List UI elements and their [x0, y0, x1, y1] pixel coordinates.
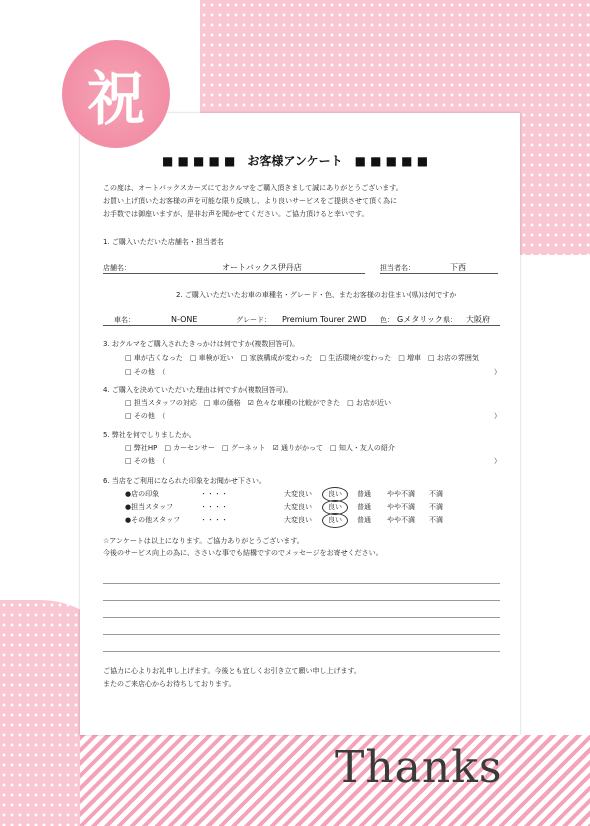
- rating-option[interactable]: 普通: [357, 516, 371, 524]
- rating-option[interactable]: やや不満: [387, 516, 415, 524]
- rating-item: ●店の印象: [125, 490, 160, 498]
- rating-dots: ・・・・: [200, 490, 228, 498]
- q2-underline: [103, 325, 500, 326]
- rating-dots: ・・・・: [200, 516, 228, 524]
- rating-option[interactable]: 良い: [328, 490, 342, 498]
- rating-dots: ・・・・: [200, 503, 228, 511]
- store-value: オートバックス伊丹店: [222, 263, 302, 272]
- model-label: 車名：: [114, 316, 135, 324]
- rating-option[interactable]: やや不満: [387, 490, 415, 498]
- rating-option[interactable]: 不満: [429, 490, 443, 498]
- rating-option[interactable]: 大変良い: [284, 490, 312, 498]
- staff-value: 下西: [450, 263, 466, 272]
- q6-title: 6. 当店をご利用になられた印象をお聞かせ下さい。: [103, 477, 266, 485]
- rating-option[interactable]: 大変良い: [284, 503, 312, 511]
- rating-option[interactable]: 良い: [328, 503, 342, 511]
- grade-value: Premium Tourer 2WD: [282, 315, 367, 324]
- thanks-text: Thanks: [335, 742, 503, 793]
- rating-item: ●担当スタッフ: [125, 503, 174, 511]
- rating-option[interactable]: 不満: [429, 516, 443, 524]
- end-note: ☆アンケートは以上になります。ご協力ありがとうございます。: [103, 537, 304, 545]
- message-prompt: 今後のサービス向上の為に、ささいな事でも結構ですのでメッセージをお寄せください。: [103, 549, 383, 557]
- pref-value: 大阪府: [466, 315, 490, 324]
- model-value: N-ONE: [171, 315, 198, 324]
- q3-other[interactable]: □ その他 （: [125, 368, 166, 376]
- staff-label: 担当者名：: [380, 264, 415, 272]
- q5-title: 5. 弊社を何でしりましたか。: [103, 431, 196, 439]
- q5-options[interactable]: □ 弊社HP □ カーセンサー □ グーネット ☑ 通りがかって □ 知人・友人の紹介: [125, 444, 395, 452]
- message-line[interactable]: [103, 651, 500, 652]
- intro-line: お手数では御座いますが、是非お声を聞かせてください。ご協力頂けると幸いです。: [103, 210, 369, 218]
- intro-line: お買い上げ頂いたお客様の声を可能な限り反映し、より良いサービスをご提供させて頂く為に: [103, 197, 397, 205]
- message-line[interactable]: [103, 634, 500, 635]
- q4-options[interactable]: □ 担当スタッフの対応 □ 車の価格 ☑ 色々な車種の比較ができた □ お店が近い: [125, 399, 392, 407]
- q5-other[interactable]: □ その他 （: [125, 457, 166, 465]
- rating-item: ●その他スタッフ: [125, 516, 181, 524]
- message-line[interactable]: [103, 617, 500, 618]
- store-underline: [103, 273, 365, 274]
- celebration-badge: 祝: [62, 40, 170, 148]
- selected-rating-circle: [322, 513, 348, 528]
- message-line[interactable]: [103, 600, 500, 601]
- q3-close-paren: ）: [494, 368, 501, 376]
- q1-title: 1. ご購入いただいた店舗名・担当者名: [103, 238, 224, 246]
- closing-thanks: ご協力に心よりお礼申し上げます。今後とも宜しくお引き立て願い申し上げます。: [103, 667, 361, 675]
- rating-option[interactable]: 普通: [357, 503, 371, 511]
- color-value: Gメタリック: [397, 315, 443, 324]
- rating-option[interactable]: 良い: [328, 516, 342, 524]
- q3-options[interactable]: □ 車が古くなった □ 車検が近い □ 家族構成が変わった □ 生活環境が変わった □ 増車 □ お店の雰囲気: [125, 354, 479, 362]
- rating-option[interactable]: 普通: [357, 490, 371, 498]
- store-label: 店舗名：: [103, 264, 131, 272]
- rating-option[interactable]: 不満: [429, 503, 443, 511]
- grade-label: グレード：: [236, 316, 271, 324]
- q4-close-paren: ）: [494, 412, 501, 420]
- survey-sheet: [80, 113, 520, 735]
- q2-title: 2. ご購入いただいたお車の車種名・グレード・色、またお客様のお住まい(県)は何ですか: [176, 291, 457, 299]
- q4-title: 4. ご購入を決めていただいた理由は何ですか(複数回答可)。: [103, 386, 293, 394]
- q3-title: 3. おクルマをご購入されたきっかけは何ですか(複数回答可)。: [103, 340, 300, 348]
- survey-title: ■ ■ ■ ■ ■ お客様アンケート ■ ■ ■ ■ ■: [161, 154, 429, 168]
- q5-close-paren: ）: [494, 457, 501, 465]
- intro-line: この度は、オートバックスカーズにておクルマをご購入頂きまして誠にありがとうございます。: [103, 184, 403, 192]
- closing-invite: またのご来店心からお待ちしております。: [103, 680, 236, 688]
- rating-option[interactable]: やや不満: [387, 503, 415, 511]
- pref-label: 県：: [443, 316, 457, 324]
- rating-option[interactable]: 大変良い: [284, 516, 312, 524]
- message-line[interactable]: [103, 583, 500, 584]
- staff-underline: [380, 273, 498, 274]
- q4-other[interactable]: □ その他 （: [125, 412, 166, 420]
- color-label: 色：: [380, 316, 394, 324]
